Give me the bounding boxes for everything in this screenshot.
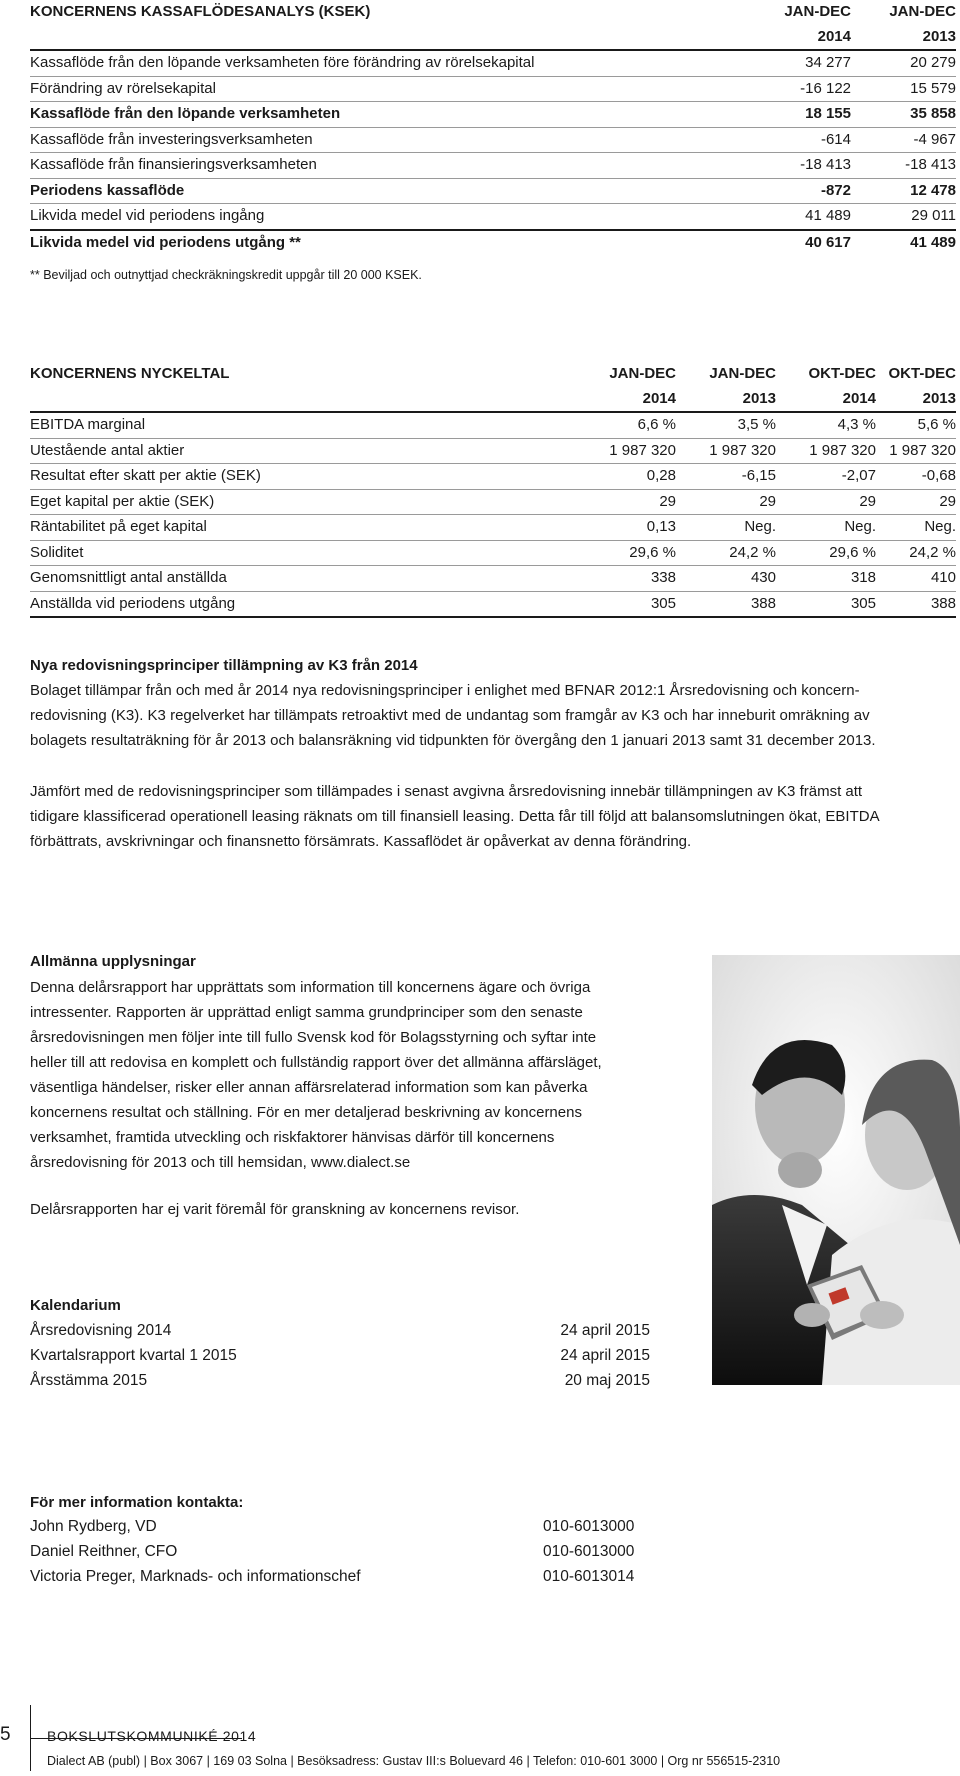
general-title: Allmänna upplysningar (30, 953, 196, 970)
table-row (30, 540, 956, 566)
row-value: 18 155 (746, 102, 851, 128)
row-value: 35 858 (851, 102, 956, 128)
row-label: Eget kapital per aktie (SEK) (30, 489, 576, 515)
kf-col4-year: 2013 (876, 387, 956, 413)
text-line: förbättrats, avskrivningar och finansnetto försämrats. Kassaflödet är opåverkat av denna förändring. (30, 833, 692, 850)
calendar-label: Årsstämma 2015 (30, 1372, 148, 1389)
text-line: tidigare klassificerad operationell leasing räknats om till finansiell leasing. Detta får till följd att balansomslutningen ökat, EBITDA (30, 808, 880, 825)
row-value: 0,13 (576, 515, 676, 541)
calendar-date: 20 maj 2015 (564, 1372, 650, 1389)
row-value: 12 478 (851, 178, 956, 204)
text-line: årsredovisningen men följer inte till fullo Svensk kod för Bolagsstyrning och syftar inte (30, 1029, 597, 1046)
row-value: Neg. (876, 515, 956, 541)
kf-col2-head: JAN-DEC (709, 365, 776, 382)
row-label: Förändring av rörelsekapital (30, 76, 746, 102)
row-value: 20 279 (851, 50, 956, 76)
audit-note: Delårsrapporten har ej varit föremål för granskning av koncernens revisor. (30, 1201, 520, 1218)
cashflow-table (30, 0, 956, 255)
row-value: 6,6 % (576, 412, 676, 438)
row-value: 41 489 (746, 204, 851, 230)
row-value: 305 (776, 591, 876, 617)
contact-name: John Rydberg, VD (30, 1518, 157, 1535)
row-label: Genomsnittligt antal anställda (30, 566, 576, 592)
row-value: 29 (676, 489, 776, 515)
kf-col4-head: OKT-DEC (888, 365, 956, 382)
row-value: 24,2 % (876, 540, 956, 566)
row-value: 34 277 (746, 50, 851, 76)
keyfigures-table (30, 362, 956, 618)
row-value: 29 011 (851, 204, 956, 230)
row-label: Räntabilitet på eget kapital (30, 515, 576, 541)
contact-phone: 010-6013000 (543, 1518, 635, 1535)
row-value: -6,15 (676, 464, 776, 490)
contact-phone: 010-6013000 (543, 1543, 635, 1560)
row-value: 0,28 (576, 464, 676, 490)
calendar-date: 24 april 2015 (560, 1347, 650, 1364)
row-label: Periodens kassaflöde (30, 178, 746, 204)
table-row (30, 566, 956, 592)
cashflow-title: KONCERNENS KASSAFLÖDESANALYS (KSEK) (30, 3, 371, 20)
row-value: 29 (776, 489, 876, 515)
row-label: Anställda vid periodens utgång (30, 591, 576, 617)
row-value: 410 (876, 566, 956, 592)
table-row (30, 102, 956, 128)
row-value: -0,68 (876, 464, 956, 490)
row-label: Likvida medel vid periodens ingång (30, 204, 746, 230)
row-value: 430 (676, 566, 776, 592)
table-row (30, 438, 956, 464)
row-value: 388 (876, 591, 956, 617)
table-row (30, 178, 956, 204)
calendar-date: 24 april 2015 (560, 1322, 650, 1339)
row-label: Kassaflöde från den löpande verksamheten före förändring av rörelsekapital (30, 50, 746, 76)
row-value: 3,5 % (676, 412, 776, 438)
text-line: Denna delårsrapport har upprättats som information till koncernens ägare och övriga (30, 979, 591, 996)
table-row (30, 230, 956, 256)
row-value: -16 122 (746, 76, 851, 102)
list-item (30, 1539, 650, 1564)
row-value: -872 (746, 178, 851, 204)
footer-address: Dialect AB (publ) | Box 3067 | 169 03 Solna | Besöksadress: Gustav III:s Boluevard 46 | Telefon: 010-601 3000 | Org nr 556515-2310 (47, 1754, 781, 1768)
report-title: BOKSLUTSKOMMUNIKÉ 2014 (47, 1728, 257, 1744)
row-label: Resultat efter skatt per aktie (SEK) (30, 464, 576, 490)
list-item (30, 1368, 650, 1393)
text-line: heller till att redovisa en komplett och fullständig rapport över det allmänna affärsläget, (30, 1054, 602, 1071)
row-value: 41 489 (910, 233, 956, 251)
k3-title: Nya redovisningsprinciper tillämpning av K3 från 2014 (30, 657, 418, 674)
contact-phone: 010-6013014 (543, 1568, 635, 1585)
kf-col1-head: JAN-DEC (609, 365, 676, 382)
row-value: 1 987 320 (776, 438, 876, 464)
row-label: Soliditet (30, 540, 576, 566)
k3-paragraph-1 (30, 678, 950, 753)
cashflow-col1-head: JAN-DEC (784, 3, 851, 20)
row-value: 40 617 (805, 233, 851, 251)
row-value: Neg. (676, 515, 776, 541)
row-value: 388 (676, 591, 776, 617)
row-value: 305 (576, 591, 676, 617)
list-item (30, 1318, 650, 1343)
general-paragraph (30, 975, 710, 1175)
row-value: Neg. (776, 515, 876, 541)
row-label: Likvida medel vid periodens utgång ** (30, 233, 301, 251)
row-value: -18 413 (851, 153, 956, 179)
calendar-label: Kvartalsrapport kvartal 1 2015 (30, 1347, 237, 1364)
contact-name: Daniel Reithner, CFO (30, 1543, 178, 1560)
text-line: redovisning (K3). K3 regelverket har tillämpats retroaktivt med de undantag som framgår av K3 och har inneburit omräkning av (30, 707, 870, 724)
table-row (30, 591, 956, 617)
table-row (30, 153, 956, 179)
table-row (30, 515, 956, 541)
table-row (30, 76, 956, 102)
row-value: 29 (876, 489, 956, 515)
cashflow-col2-head: JAN-DEC (889, 3, 956, 20)
text-line: intressenter. Rapporten är upprättad enligt samma grundprinciper som den senaste (30, 1004, 583, 1021)
text-line: årsredovisning för 2013 och till hemsidan, www.dialect.se (30, 1154, 411, 1171)
text-line: verksamhet, framtida utveckling och riskfaktorer hänvisas därför till koncernens (30, 1129, 555, 1146)
cashflow-col1-year: 2014 (746, 25, 851, 51)
keyfigures-title: KONCERNENS NYCKELTAL (30, 365, 230, 382)
footer-rule (30, 1738, 242, 1739)
table-row (30, 489, 956, 515)
row-value: 1 987 320 (576, 438, 676, 464)
row-value: 29,6 % (576, 540, 676, 566)
photo-illustration (712, 955, 960, 1385)
contacts-title: För mer information kontakta: (30, 1494, 244, 1511)
table-row (30, 50, 956, 76)
calendar-title: Kalendarium (30, 1297, 121, 1314)
row-label: Kassaflöde från investeringsverksamheten (30, 127, 746, 153)
row-value: 15 579 (851, 76, 956, 102)
list-item (30, 1564, 650, 1589)
row-value: -18 413 (746, 153, 851, 179)
row-label: Kassaflöde från finansieringsverksamheten (30, 153, 746, 179)
text-line: Bolaget tillämpar från och med år 2014 nya redovisningsprinciper i enlighet med BFNAR 2012:1 Årsredovisning och koncern- (30, 682, 860, 699)
row-value: 338 (576, 566, 676, 592)
row-label: EBITDA marginal (30, 412, 576, 438)
contacts-list (30, 1514, 650, 1589)
table-row (30, 464, 956, 490)
text-line: väsentliga händelser, risker eller annan affärsrelaterad information som kan påverka (30, 1079, 588, 1096)
row-value: 4,3 % (776, 412, 876, 438)
k3-paragraph-2 (30, 779, 950, 854)
row-label: Utestående antal aktier (30, 438, 576, 464)
row-value: 1 987 320 (676, 438, 776, 464)
row-value: 1 987 320 (876, 438, 956, 464)
text-line: bolagets resultaträkning för år 2013 och balansräkning vid tidpunkten för övergång den 1 januari 2013 samt 31 december 2013. (30, 732, 876, 749)
row-value: 29 (576, 489, 676, 515)
row-value: 318 (776, 566, 876, 592)
kf-col1-year: 2014 (576, 387, 676, 413)
row-value: -614 (746, 127, 851, 153)
table-row (30, 204, 956, 230)
table-row (30, 127, 956, 153)
row-value: 5,6 % (876, 412, 956, 438)
table-row (30, 412, 956, 438)
page-number: 5 (0, 1724, 11, 1745)
calendar-label: Årsredovisning 2014 (30, 1322, 172, 1339)
contact-name: Victoria Preger, Marknads- och informationschef (30, 1568, 361, 1585)
row-value: 29,6 % (776, 540, 876, 566)
cashflow-col2-year: 2013 (851, 25, 956, 51)
row-label: Kassaflöde från den löpande verksamheten (30, 102, 746, 128)
calendar-list (30, 1318, 650, 1393)
list-item (30, 1343, 650, 1368)
cashflow-footnote: ** Beviljad och outnyttjad checkräkningskredit uppgår till 20 000 KSEK. (30, 268, 422, 282)
list-item (30, 1514, 650, 1539)
row-value: -4 967 (851, 127, 956, 153)
kf-col2-year: 2013 (676, 387, 776, 413)
row-value: 24,2 % (676, 540, 776, 566)
text-line: Jämfört med de redovisningsprinciper som tillämpades i senast avgivna årsredovisning innebär tillämpningen av K3 främst att (30, 783, 863, 800)
text-line: koncernens resultat och ställning. För en mer detaljerad beskrivning av koncernens (30, 1104, 582, 1121)
kf-col3-head: OKT-DEC (808, 365, 876, 382)
row-value: -2,07 (776, 464, 876, 490)
people-photo (712, 955, 960, 1385)
kf-col3-year: 2014 (776, 387, 876, 413)
